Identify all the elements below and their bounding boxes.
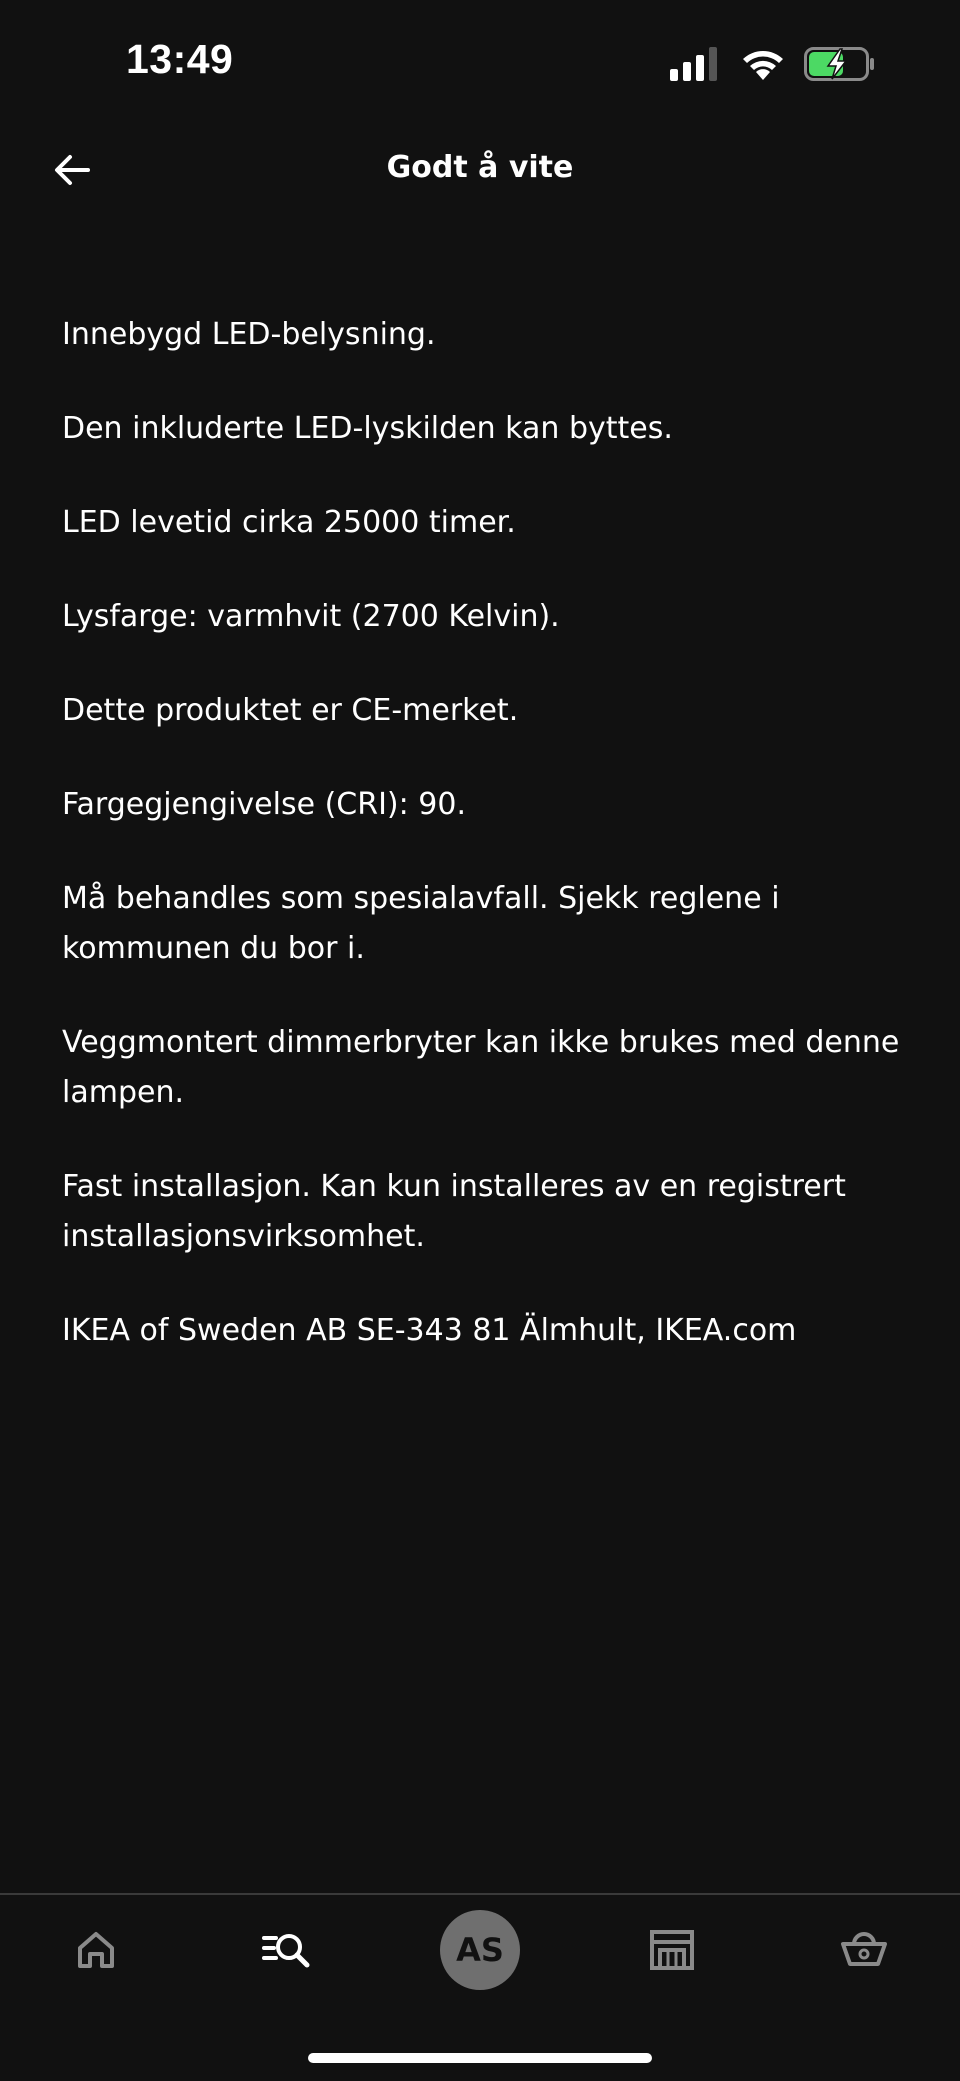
- home-icon: [72, 1926, 120, 1974]
- wifi-icon: [740, 47, 786, 81]
- tab-stores[interactable]: [612, 1895, 732, 2005]
- search-list-icon: [262, 1926, 310, 1974]
- battery-charging-icon: [804, 46, 876, 82]
- page-title: Godt å vite: [386, 150, 574, 185]
- info-paragraph: Lysfarge: varmhvit (2700 Kelvin).: [62, 599, 560, 634]
- home-indicator[interactable]: [308, 2053, 652, 2063]
- status-icons: [670, 44, 876, 84]
- tab-bar: [0, 1895, 960, 2005]
- info-paragraph: Innebygd LED-belysning.: [62, 317, 436, 352]
- signal-icon: [670, 47, 720, 81]
- info-paragraph: Fast installasjon. Kan kun installeres av en registrert installasjonsvirksomhet.: [62, 1169, 846, 1254]
- tab-home[interactable]: [36, 1895, 156, 2005]
- tab-profile[interactable]: [420, 1895, 540, 2005]
- info-paragraph: Den inkluderte LED-lyskilden kan byttes.: [62, 411, 673, 446]
- basket-icon: [840, 1926, 888, 1974]
- info-paragraph: Veggmontert dimmerbryter kan ikke brukes med denne lampen.: [62, 1025, 900, 1110]
- tab-basket[interactable]: [804, 1895, 924, 2005]
- info-paragraph: LED levetid cirka 25000 timer.: [62, 505, 516, 540]
- good-to-know-content: [62, 310, 902, 1400]
- status-bar: [0, 0, 960, 130]
- tab-search[interactable]: [226, 1895, 346, 2005]
- info-paragraph: Dette produktet er CE-merket.: [62, 693, 519, 728]
- info-paragraph: IKEA of Sweden AB SE-343 81 Älmhult, IKEA.com: [62, 1313, 797, 1348]
- avatar: AS: [440, 1910, 520, 1990]
- info-paragraph: Må behandles som spesialavfall. Sjekk reglene i kommunen du bor i.: [62, 881, 780, 966]
- info-paragraph: Fargegjengivelse (CRI): 90.: [62, 787, 466, 822]
- nav-bar: [0, 130, 960, 210]
- status-time: 13:49: [126, 36, 234, 82]
- store-icon: [648, 1926, 696, 1974]
